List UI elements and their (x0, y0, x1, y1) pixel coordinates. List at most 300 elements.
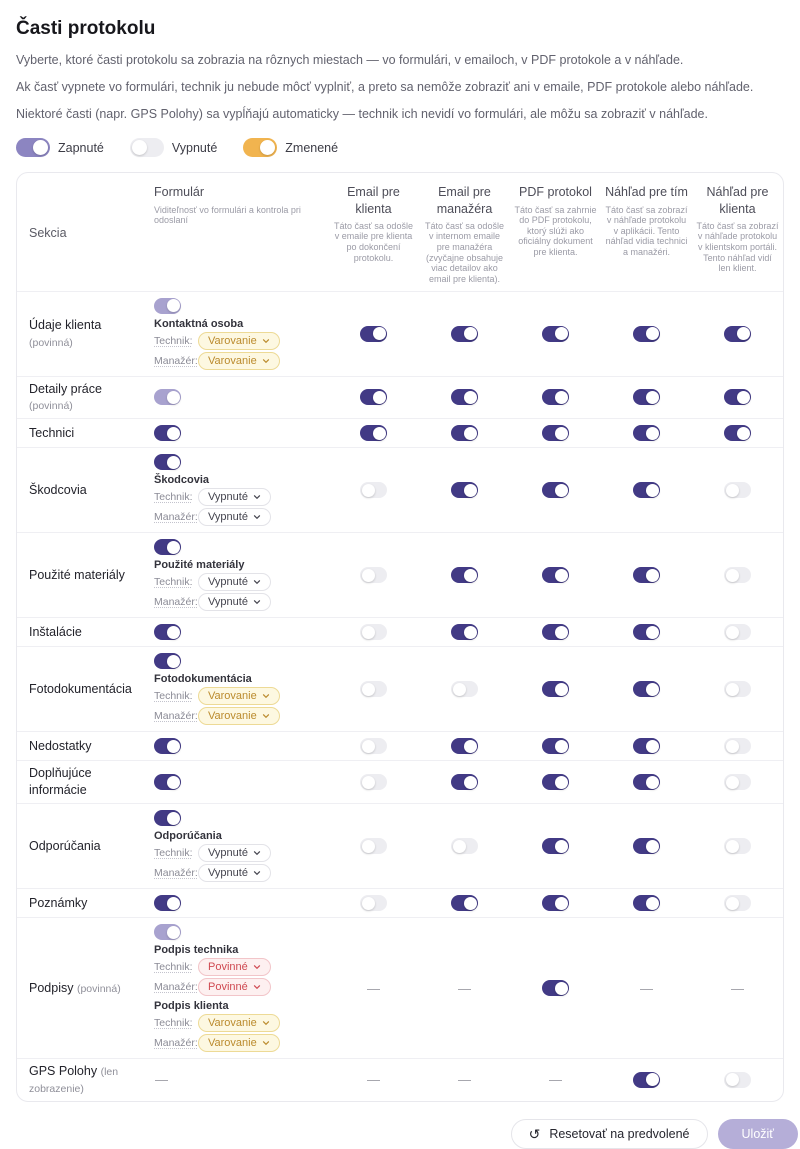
visibility-toggle[interactable] (542, 389, 569, 405)
state-cell (510, 738, 601, 754)
visibility-toggle[interactable] (724, 326, 751, 342)
validation-select-value: Vypnuté (208, 511, 248, 524)
reset-button[interactable] (511, 1119, 708, 1149)
visibility-toggle[interactable] (724, 389, 751, 405)
validation-select[interactable] (198, 707, 280, 725)
state-cell (510, 389, 601, 405)
chevron-down-icon (253, 963, 261, 971)
chevron-down-icon (262, 712, 270, 720)
section-name: Technici (29, 425, 75, 440)
chevron-down-icon (253, 493, 261, 501)
chevron-down-icon (253, 578, 261, 586)
visibility-toggle[interactable] (451, 389, 478, 405)
manazer-label: Manažér: (154, 354, 198, 367)
visibility-toggle[interactable] (542, 738, 569, 754)
visibility-toggle[interactable] (542, 624, 569, 640)
state-cell (601, 482, 692, 498)
validation-select[interactable] (198, 488, 271, 506)
state-cell (601, 774, 692, 790)
manazer-label: Manažér: (154, 981, 198, 994)
column-description: Táto časť sa odošle v emaile pre klienta po dokončení protokolu. (334, 220, 413, 263)
visibility-toggle[interactable] (542, 681, 569, 697)
column-description: Táto časť sa zahrnie do PDF protokolu, ktorý slúži ako oficiálny dokument pre klienta. (514, 204, 597, 258)
state-cell (419, 624, 510, 640)
visibility-toggle[interactable] (633, 482, 660, 498)
toggle-knob (167, 655, 180, 668)
page-description-line-2: Ak časť vypnete vo formulári, technik ju nebude môcť vyplniť, a preto sa nemôže zobraziť ani v emaile, PDF protokole alebo náhľade. (16, 80, 754, 95)
validation-select-value: Povinné (208, 981, 248, 994)
validation-select[interactable] (198, 593, 271, 611)
subsection-label: Podpis klienta (154, 1000, 229, 1013)
state-cell (510, 326, 601, 342)
technik-label: Technik: (154, 576, 193, 589)
visibility-toggle[interactable] (542, 425, 569, 441)
state-cell (419, 425, 510, 441)
toggle-knob (737, 391, 750, 404)
table-row (17, 760, 783, 803)
table-row (17, 803, 783, 888)
not-applicable-dash: — (155, 1072, 168, 1088)
section-column-header: Sekcia (29, 225, 67, 240)
state-cell (692, 681, 783, 697)
state-cell (601, 567, 692, 583)
toggle-knob (362, 840, 375, 853)
state-cell (328, 326, 419, 342)
visibility-toggle[interactable] (451, 567, 478, 583)
toggle-knob (726, 776, 739, 789)
state-cell (601, 389, 692, 405)
state-cell (510, 980, 601, 996)
visibility-toggle[interactable] (633, 895, 660, 911)
state-cell (692, 838, 783, 854)
visibility-toggle[interactable] (542, 774, 569, 790)
validation-select[interactable] (198, 864, 271, 882)
visibility-toggle[interactable] (451, 895, 478, 911)
section-name: Inštalácie (29, 624, 82, 639)
toggle-knob (167, 456, 180, 469)
legend-item (130, 138, 217, 157)
state-cell (510, 624, 601, 640)
toggle-knob (646, 427, 659, 440)
control-line (154, 593, 271, 611)
chevron-down-icon (262, 692, 270, 700)
validation-select[interactable] (198, 844, 271, 862)
column-title: PDF protokol (519, 185, 592, 200)
toggle-knob (362, 569, 375, 582)
not-applicable-dash: — (458, 1072, 471, 1088)
visibility-toggle-formular[interactable] (154, 895, 181, 911)
visibility-toggle[interactable] (542, 895, 569, 911)
visibility-toggle[interactable] (360, 681, 387, 697)
section-name: Odporúčania (29, 838, 101, 853)
toggle-knob (167, 626, 180, 639)
state-cell (692, 482, 783, 498)
technik-label: Technik: (154, 847, 193, 860)
visibility-toggle-legend[interactable] (16, 138, 50, 157)
control-line (154, 573, 271, 591)
toggle-state-legend (16, 138, 784, 157)
validation-select[interactable] (198, 687, 280, 705)
state-cell (601, 326, 692, 342)
visibility-toggle[interactable] (360, 567, 387, 583)
chevron-down-icon (262, 1019, 270, 1027)
state-cell (328, 738, 419, 754)
control-line (154, 978, 271, 996)
visibility-toggle[interactable] (451, 774, 478, 790)
toggle-knob (555, 683, 568, 696)
visibility-toggle[interactable] (360, 774, 387, 790)
visibility-toggle-formular[interactable] (154, 624, 181, 640)
page-title: Časti protokolu (16, 18, 156, 39)
visibility-toggle-formular[interactable] (154, 389, 181, 405)
visibility-toggle[interactable] (360, 425, 387, 441)
visibility-toggle[interactable] (451, 326, 478, 342)
state-cell (328, 981, 419, 996)
visibility-toggle[interactable] (360, 838, 387, 854)
manazer-label: Manažér: (154, 867, 198, 880)
toggle-knob (726, 484, 739, 497)
toggle-knob (726, 1073, 739, 1086)
column-description: Táto časť sa zobrazí v náhľade protokolu v aplikácii. Tento náhľad vidia technici a manažéri. (605, 204, 688, 258)
formular-cell (149, 419, 328, 447)
toggle-knob (167, 776, 180, 789)
visibility-toggle-legend[interactable] (243, 138, 277, 157)
toggle-knob (167, 740, 180, 753)
visibility-toggle[interactable] (542, 838, 569, 854)
visibility-toggle[interactable] (451, 681, 478, 697)
toggle-knob (464, 327, 477, 340)
state-cell (692, 624, 783, 640)
visibility-toggle[interactable] (542, 567, 569, 583)
toggle-knob (646, 840, 659, 853)
validation-select-value: Vypnuté (208, 867, 248, 880)
visibility-toggle[interactable] (360, 326, 387, 342)
state-cell (692, 425, 783, 441)
section-name: Poznámky (29, 895, 88, 910)
visibility-toggle[interactable] (724, 1072, 751, 1088)
state-cell (419, 567, 510, 583)
validation-select-value: Varovanie (208, 334, 257, 347)
formular-cell (149, 732, 328, 760)
section-name: Údaje klienta (povinná) (29, 317, 102, 349)
state-cell (601, 895, 692, 911)
manazer-label: Manažér: (154, 511, 198, 524)
visibility-toggle[interactable] (633, 774, 660, 790)
visibility-toggle[interactable] (360, 389, 387, 405)
toggle-knob (373, 427, 386, 440)
subsection-label: Fotodokumentácia (154, 673, 252, 686)
formular-cell (149, 292, 328, 376)
state-cell (510, 895, 601, 911)
validation-select-value: Varovanie (208, 1037, 257, 1050)
visibility-toggle[interactable] (633, 389, 660, 405)
legend-label: Vypnuté (171, 140, 218, 155)
section-name: Detaily práce (povinná) (29, 381, 102, 413)
visibility-toggle-formular[interactable] (154, 738, 181, 754)
toggle-knob (167, 541, 180, 554)
state-cell (419, 774, 510, 790)
state-cell (692, 567, 783, 583)
validation-select[interactable] (198, 978, 271, 996)
technik-label: Technik: (154, 1017, 193, 1030)
toggle-knob (555, 776, 568, 789)
visibility-toggle[interactable] (360, 624, 387, 640)
visibility-toggle[interactable] (724, 624, 751, 640)
toggle-knob (555, 327, 568, 340)
state-cell (419, 895, 510, 911)
control-line (154, 508, 271, 526)
formular-cell (149, 533, 328, 617)
visibility-toggle-formular[interactable] (154, 425, 181, 441)
state-cell (328, 1072, 419, 1087)
validation-select-value: Vypnuté (208, 576, 248, 589)
toggle-knob (362, 484, 375, 497)
state-cell (601, 981, 692, 996)
visibility-toggle[interactable] (724, 838, 751, 854)
not-applicable-dash: — (731, 980, 744, 996)
validation-select[interactable] (198, 1014, 280, 1032)
visibility-toggle-formular[interactable] (154, 298, 181, 314)
toggle-knob (464, 484, 477, 497)
visibility-toggle[interactable] (633, 681, 660, 697)
column-title: Náhľad pre tím (605, 185, 688, 200)
state-cell (601, 738, 692, 754)
control-line (154, 864, 271, 882)
chevron-down-icon (253, 849, 261, 857)
formular-cell (149, 918, 328, 1058)
validation-select[interactable] (198, 508, 271, 526)
state-cell (419, 738, 510, 754)
visibility-toggle-formular[interactable] (154, 774, 181, 790)
state-cell (510, 681, 601, 697)
manazer-label: Manažér: (154, 596, 198, 609)
column-header (419, 181, 510, 284)
visibility-toggle[interactable] (633, 567, 660, 583)
toggle-knob (646, 569, 659, 582)
not-applicable-dash: — (367, 1072, 380, 1088)
visibility-toggle[interactable] (542, 482, 569, 498)
state-cell (601, 425, 692, 441)
control-line (154, 488, 271, 506)
formular-cell (149, 1066, 328, 1093)
formular-cell (149, 383, 328, 411)
toggle-knob (646, 327, 659, 340)
validation-select-value: Vypnuté (208, 491, 248, 504)
visibility-toggle[interactable] (360, 738, 387, 754)
control-line (154, 844, 271, 862)
chevron-down-icon (262, 357, 270, 365)
legend-label: Zmenené (285, 140, 339, 155)
state-cell (510, 567, 601, 583)
reset-button-label: Resetovať na predvolené (549, 1126, 690, 1141)
column-header (149, 181, 328, 225)
visibility-toggle[interactable] (451, 482, 478, 498)
state-cell (510, 482, 601, 498)
visibility-toggle[interactable] (724, 681, 751, 697)
manazer-label: Manažér: (154, 710, 198, 723)
column-title: Náhľad pre klienta (706, 185, 769, 216)
column-description: Táto časť sa odošle v internom emaile pre manažéra (zvyčajne obsahuje viac detailov ako email pre klienta). (425, 220, 504, 284)
state-cell (328, 774, 419, 790)
not-applicable-dash: — (367, 980, 380, 996)
state-cell (328, 389, 419, 405)
formular-cell (149, 889, 328, 917)
visibility-toggle[interactable] (542, 980, 569, 996)
legend-label: Zapnuté (58, 140, 104, 155)
toggle-knob (555, 391, 568, 404)
visibility-toggle[interactable] (451, 838, 478, 854)
visibility-toggle[interactable] (724, 567, 751, 583)
technik-label: Technik: (154, 491, 193, 504)
toggle-knob (646, 776, 659, 789)
section-badge: (povinná) (29, 400, 73, 413)
state-cell (328, 425, 419, 441)
section-name: GPS Polohy (len zobrazenie) (29, 1064, 119, 1095)
toggle-knob (260, 140, 275, 155)
validation-select-value: Vypnuté (208, 596, 248, 609)
visibility-toggle[interactable] (724, 738, 751, 754)
sections-table (16, 172, 784, 1101)
section-name: Nedostatky (29, 738, 92, 753)
toggle-knob (167, 926, 180, 939)
state-cell (692, 1072, 783, 1088)
toggle-knob (555, 897, 568, 910)
toggle-knob (555, 626, 568, 639)
formular-cell (149, 647, 328, 731)
section-name: Podpisy (povinná) (29, 980, 121, 995)
toggle-knob (464, 897, 477, 910)
chevron-down-icon (262, 1039, 270, 1047)
visibility-toggle[interactable] (633, 624, 660, 640)
toggle-knob (167, 812, 180, 825)
toggle-knob (464, 740, 477, 753)
visibility-toggle-formular[interactable] (154, 454, 181, 470)
toggle-knob (646, 740, 659, 753)
visibility-toggle-formular[interactable] (154, 810, 181, 826)
validation-select[interactable] (198, 332, 280, 350)
control-line (154, 1034, 280, 1052)
visibility-toggle[interactable] (542, 326, 569, 342)
state-cell (510, 774, 601, 790)
state-cell (419, 1072, 510, 1087)
state-cell (692, 326, 783, 342)
section-badge: (len zobrazenie) (29, 1066, 119, 1095)
page-description-line-3: Niektoré časti (napr. GPS Polohy) sa vypĺňajú automaticky — technik ich nevidí vo formulári, ale môžu sa zobraziť v náhľade. (16, 107, 708, 122)
visibility-toggle-formular[interactable] (154, 539, 181, 555)
toggle-knob (362, 626, 375, 639)
visibility-toggle[interactable] (724, 482, 751, 498)
state-cell (328, 895, 419, 911)
not-applicable-dash: — (458, 980, 471, 996)
column-header (601, 181, 692, 257)
state-cell (419, 981, 510, 996)
table-row (17, 376, 783, 419)
state-cell (510, 425, 601, 441)
state-cell (510, 838, 601, 854)
visibility-toggle[interactable] (360, 895, 387, 911)
toggle-knob (646, 683, 659, 696)
visibility-toggle-legend[interactable] (130, 138, 164, 157)
chevron-down-icon (253, 598, 261, 606)
table-row (17, 888, 783, 917)
validation-select-value: Varovanie (208, 1017, 257, 1030)
validation-select-value: Varovanie (208, 354, 257, 367)
section-name: Fotodokumentácia (29, 681, 132, 696)
validation-select[interactable] (198, 1034, 280, 1052)
table-row (17, 418, 783, 447)
validation-select-value: Vypnuté (208, 847, 248, 860)
control-line (154, 1014, 280, 1032)
not-applicable-dash: — (549, 1072, 562, 1088)
state-cell (419, 326, 510, 342)
toggle-knob (726, 626, 739, 639)
toggle-knob (555, 569, 568, 582)
visibility-toggle[interactable] (360, 482, 387, 498)
toggle-knob (555, 740, 568, 753)
validation-select-value: Varovanie (208, 710, 257, 723)
toggle-knob (453, 683, 466, 696)
visibility-toggle[interactable] (724, 774, 751, 790)
table-row (17, 1058, 783, 1101)
validation-select[interactable] (198, 573, 271, 591)
table-row (17, 532, 783, 617)
validation-select[interactable] (198, 958, 271, 976)
not-applicable-dash: — (640, 980, 653, 996)
state-cell (328, 681, 419, 697)
visibility-toggle[interactable] (633, 1072, 660, 1088)
visibility-toggle[interactable] (451, 624, 478, 640)
toggle-knob (726, 897, 739, 910)
visibility-toggle-formular[interactable] (154, 924, 181, 940)
toggle-knob (167, 391, 180, 404)
visibility-toggle[interactable] (451, 738, 478, 754)
state-cell (328, 482, 419, 498)
section-badge: (povinná) (76, 982, 121, 995)
visibility-toggle[interactable] (633, 425, 660, 441)
column-description: Táto časť sa zobrazí v náhľade protokolu v klientskom portáli. Tento náhľad vidí len klient. (696, 220, 779, 274)
visibility-toggle[interactable] (724, 895, 751, 911)
toggle-knob (373, 391, 386, 404)
toggle-knob (167, 427, 180, 440)
visibility-toggle-formular[interactable] (154, 653, 181, 669)
table-body (17, 291, 783, 1101)
table-row (17, 731, 783, 760)
chevron-down-icon (253, 513, 261, 521)
control-line (154, 958, 271, 976)
save-button[interactable]: Uložiť (718, 1119, 798, 1149)
toggle-knob (362, 776, 375, 789)
table-header-row (17, 173, 783, 290)
visibility-toggle[interactable] (633, 738, 660, 754)
state-cell (419, 482, 510, 498)
toggle-knob (646, 626, 659, 639)
visibility-toggle[interactable] (451, 425, 478, 441)
validation-select[interactable] (198, 352, 280, 370)
subsection-label: Podpis technika (154, 944, 239, 957)
state-cell (328, 567, 419, 583)
state-cell (419, 838, 510, 854)
column-title: Formulár (154, 185, 205, 200)
toggle-knob (464, 569, 477, 582)
section-name: Doplňujúce informácie (29, 766, 92, 798)
technik-label: Technik: (154, 334, 193, 347)
column-title: Email pre manažéra (436, 185, 493, 216)
table-row (17, 447, 783, 532)
subsection-label: Škodcovia (154, 474, 210, 487)
visibility-toggle[interactable] (633, 326, 660, 342)
visibility-toggle[interactable] (633, 838, 660, 854)
visibility-toggle[interactable] (724, 425, 751, 441)
